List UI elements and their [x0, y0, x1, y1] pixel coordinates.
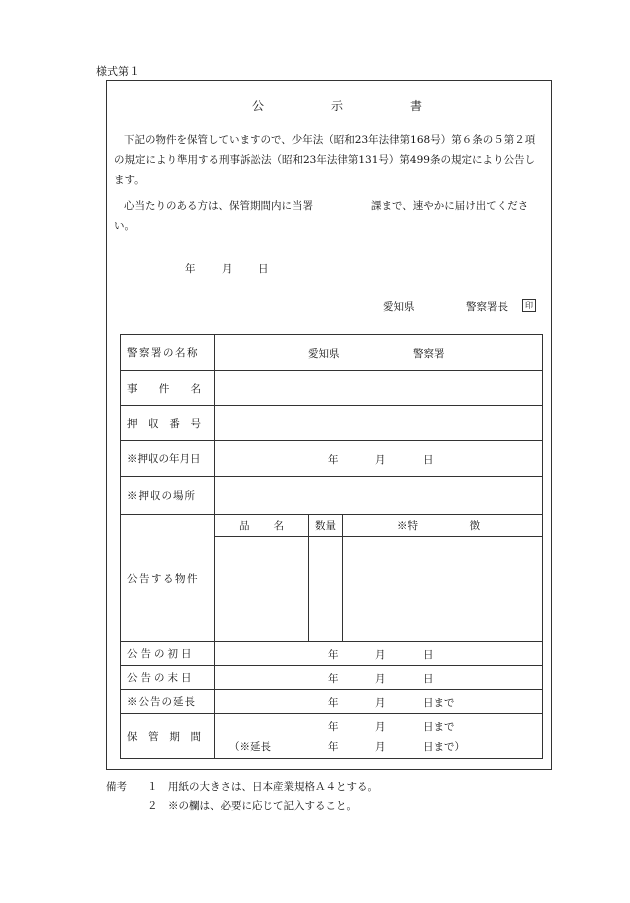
value-item-name[interactable] — [215, 537, 309, 642]
value-custody-period[interactable] — [215, 714, 543, 759]
label-text: 公告の末日 — [127, 672, 195, 684]
extension-prefix: （※延長 — [229, 741, 271, 753]
label-notice-end — [121, 666, 215, 690]
document-title — [252, 97, 422, 114]
notice-text-2a: 心当たりのある方は、保管期間内に当署 — [124, 200, 313, 212]
month-unit: 月 — [375, 454, 386, 466]
label-announced-item — [121, 515, 215, 642]
value-case-name[interactable] — [215, 371, 543, 406]
header-char: 徴 — [469, 520, 481, 532]
month-unit: 月 — [375, 673, 386, 685]
table-row — [121, 335, 543, 371]
table-row — [121, 406, 543, 441]
title-char: 書 — [409, 99, 422, 113]
header-quantity: 数量 — [309, 515, 343, 537]
table-row — [121, 714, 543, 759]
header-char: 品 — [239, 520, 250, 532]
table-row — [121, 690, 543, 714]
value-notice-extension[interactable] — [215, 690, 543, 714]
year-unit: 年 — [328, 454, 339, 466]
signature-chief: 警察署長 — [466, 301, 508, 313]
notes-heading: 備考 — [106, 781, 127, 793]
year-unit: 年 — [328, 697, 339, 709]
table-row — [121, 642, 543, 666]
signature-prefecture: 愛知県 — [383, 301, 415, 313]
header-item-name — [215, 515, 309, 537]
month-unit: 月 — [375, 721, 386, 733]
day-until: 日まで — [423, 697, 455, 709]
label-text: ※押収の場所 — [127, 490, 196, 502]
label-char: 押 — [127, 417, 138, 430]
notice-paragraph-1 — [114, 130, 544, 190]
label-text: 警察署の名称 — [127, 347, 199, 359]
seal-mark — [520, 299, 536, 312]
label-char: 期 — [169, 730, 180, 743]
label-case-name — [121, 371, 215, 406]
form-number: 様式第１ — [96, 65, 140, 78]
label-char: 号 — [190, 417, 201, 430]
year-unit: 年 — [328, 649, 339, 661]
label-seizure-number — [121, 406, 215, 441]
month-unit: 月 — [375, 697, 386, 709]
label-station-name — [121, 335, 215, 371]
table-row — [121, 666, 543, 690]
notice-text-2b: 課まで、速やかに届け出てください。 — [114, 200, 529, 232]
seal-icon: 印 — [522, 299, 536, 312]
year-unit: 年 — [328, 673, 339, 685]
header-features — [343, 515, 543, 537]
month-unit: 月 — [375, 649, 386, 661]
date-day: 日 — [258, 263, 269, 275]
year-unit: 年 — [328, 721, 339, 733]
table-row — [121, 515, 543, 537]
value-station-name[interactable] — [215, 335, 543, 371]
label-notice-extension — [121, 690, 215, 714]
label-char: 収 — [148, 417, 159, 430]
note-text-2: ※の欄は、必要に応じて記入すること。 — [168, 800, 357, 812]
header-char: ※特 — [397, 520, 418, 532]
day-unit: 日 — [423, 649, 434, 661]
value-quantity[interactable] — [309, 537, 343, 642]
label-char: 件 — [158, 382, 170, 395]
label-notice-start — [121, 642, 215, 666]
date-year: 年 — [185, 263, 196, 275]
label-text: ※押収の年月日 — [127, 453, 201, 465]
label-seizure-date — [121, 441, 215, 477]
label-char: 番 — [169, 417, 180, 430]
day-unit: 日 — [423, 673, 434, 685]
label-char: 事 — [127, 382, 138, 395]
label-char: 管 — [148, 730, 159, 743]
day-until: 日まで — [423, 721, 455, 733]
label-char: 間 — [190, 730, 201, 743]
value-notice-start[interactable] — [215, 642, 543, 666]
label-text: 公告の初日 — [127, 648, 195, 660]
value-notice-end[interactable] — [215, 666, 543, 690]
notice-text-1: 下記の物件を保管していますので、少年法（昭和23年法律第168号）第６条の５第２項の規定により準用する刑事訴訟法（昭和23年法律第131号）第499条の規定により公告します。 — [114, 134, 536, 186]
note-number-1: １ — [147, 781, 158, 793]
title-char: 示 — [330, 99, 343, 113]
notice-paragraph-2 — [114, 196, 544, 236]
table-row — [121, 371, 543, 406]
value-seizure-number[interactable] — [215, 406, 543, 441]
label-custody-period — [121, 714, 215, 759]
label-seizure-place — [121, 477, 215, 515]
table-row — [121, 441, 543, 477]
label-char: 名 — [190, 382, 201, 395]
station-prefecture: 愛知県 — [308, 348, 340, 360]
ext-year-unit: 年 — [328, 741, 339, 753]
day-unit: 日 — [423, 454, 434, 466]
notice-table — [120, 334, 543, 759]
title-char: 公 — [252, 99, 265, 113]
label-text: 公告する物件 — [127, 572, 199, 585]
value-seizure-date[interactable] — [215, 441, 543, 477]
ext-month-unit: 月 — [375, 741, 386, 753]
ext-day-until: 日まで） — [423, 741, 465, 753]
value-seizure-place[interactable] — [215, 477, 543, 515]
header-char: 名 — [273, 520, 284, 532]
label-text: ※公告の延長 — [127, 696, 196, 708]
date-month: 月 — [222, 263, 233, 275]
value-features[interactable] — [343, 537, 543, 642]
label-char: 保 — [127, 730, 138, 743]
station-suffix: 警察署 — [413, 348, 445, 360]
note-text-1: 用紙の大きさは、日本産業規格Ａ４とする。 — [168, 781, 378, 793]
note-number-2: ２ — [147, 800, 158, 812]
table-row — [121, 477, 543, 515]
